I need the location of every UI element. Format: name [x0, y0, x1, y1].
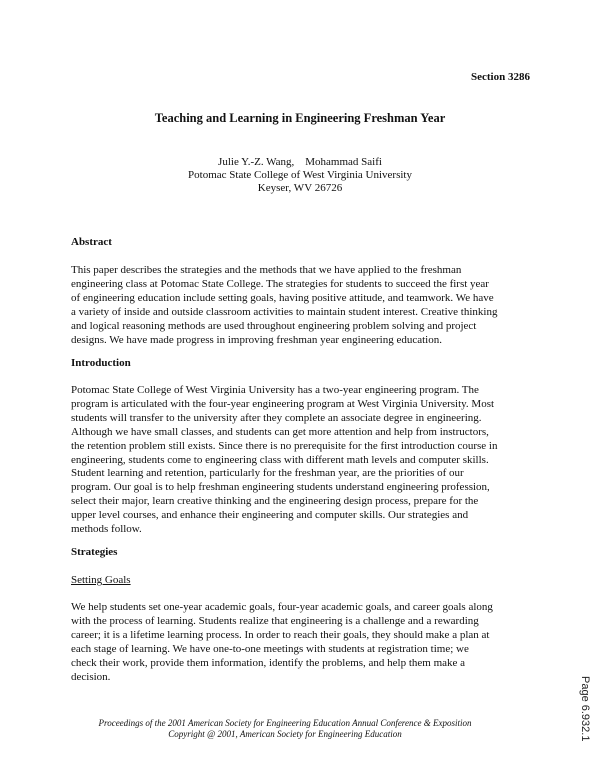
strategies-line: check their work, provide them information, identify the problems, and help them make a: [71, 656, 466, 669]
introduction-line: Potomac State College of West Virginia University has a two-year engineering program. The: [71, 384, 479, 396]
introduction-line: program. Our goal is to help freshman engineering students understand engineering profession,: [71, 481, 490, 494]
introduction-line: the retention problem still exists. Since there is no prerequisite for the first introduction course in: [71, 439, 498, 452]
setting-goals-subheading: Setting Goals: [71, 574, 131, 586]
introduction-line: engineering, students come to engineering class with different math levels and computer skills.: [71, 453, 489, 466]
introduction-line: students will transfer to the university after they complete an associate degree in engineering.: [71, 411, 482, 424]
abstract-line: This paper describes the strategies and the methods that we have applied to the freshman: [71, 264, 462, 276]
footer-copyright: Copyright @ 2001, American Society for Engineering Education: [168, 729, 402, 739]
strategies-line: career; it is a lifetime learning process. In order to reach their goals, they should make a plan at: [71, 628, 490, 641]
author-block: [0, 156, 600, 195]
abstract-line: engineering class at Potomac State College. The strategies for students to succeed the first year: [71, 277, 489, 290]
page-number-label: [577, 676, 597, 766]
author-location: Keyser, WV 26726: [257, 182, 343, 194]
abstract-line: and logical reasoning methods are used throughout engineering problem solving and project: [71, 319, 477, 332]
strategies-heading: Strategies: [71, 546, 118, 558]
abstract-paragraph: [71, 264, 541, 347]
abstract-line: of engineering education include setting goals, having positive attitude, and teamwork. We have: [71, 291, 494, 304]
abstract-line: a variety of inside and outside classroom activities to maintain student interest. Creative thinking: [71, 305, 498, 318]
strategies-line: We help students set one-year academic goals, four-year academic goals, and career goals along: [71, 601, 493, 613]
introduction-heading: Introduction: [71, 357, 131, 369]
introduction-line: program is articulated with the four-year engineering program at West Virginia University. Most: [71, 397, 495, 410]
introduction-line: Student learning and retention, particularly for the freshman year, are the priorities of our: [71, 467, 464, 480]
abstract-heading: Abstract: [71, 236, 112, 248]
section-number: Section 3286: [471, 71, 530, 83]
footer-proceedings: Proceedings of the 2001 American Society for Engineering Education Annual Conference & Exposition: [98, 718, 472, 728]
paper-title: Teaching and Learning in Engineering Freshman Year: [154, 111, 446, 125]
page-number-text: Page 6.932.1: [579, 676, 591, 742]
introduction-line: select their major, learn creative thinking and the engineering design process, prepare for the: [71, 495, 479, 508]
strategies-line: each stage of learning. We have one-to-one meetings with students at registration time; we: [71, 642, 469, 655]
page-footer: [0, 718, 600, 740]
introduction-line: methods follow.: [71, 523, 142, 536]
strategies-line: with the process of learning. Students realize that engineering is a challenge and a rewarding: [71, 614, 479, 627]
abstract-line: designs. We have made progress in improving freshman year engineering education.: [71, 333, 442, 346]
author-affiliation: Potomac State College of West Virginia University: [188, 169, 412, 181]
author-names: Julie Y.-Z. Wang, Mohammad Saifi: [218, 156, 382, 168]
introduction-line: upper level courses, and enhance their engineering and computer skills. Our strategies and: [71, 509, 469, 522]
introduction-line: Although we have small classes, and students can get more attention and help from instructors,: [71, 425, 489, 438]
introduction-paragraph: [71, 384, 541, 537]
strategies-paragraph: [71, 601, 541, 684]
strategies-line: decision.: [71, 670, 111, 683]
